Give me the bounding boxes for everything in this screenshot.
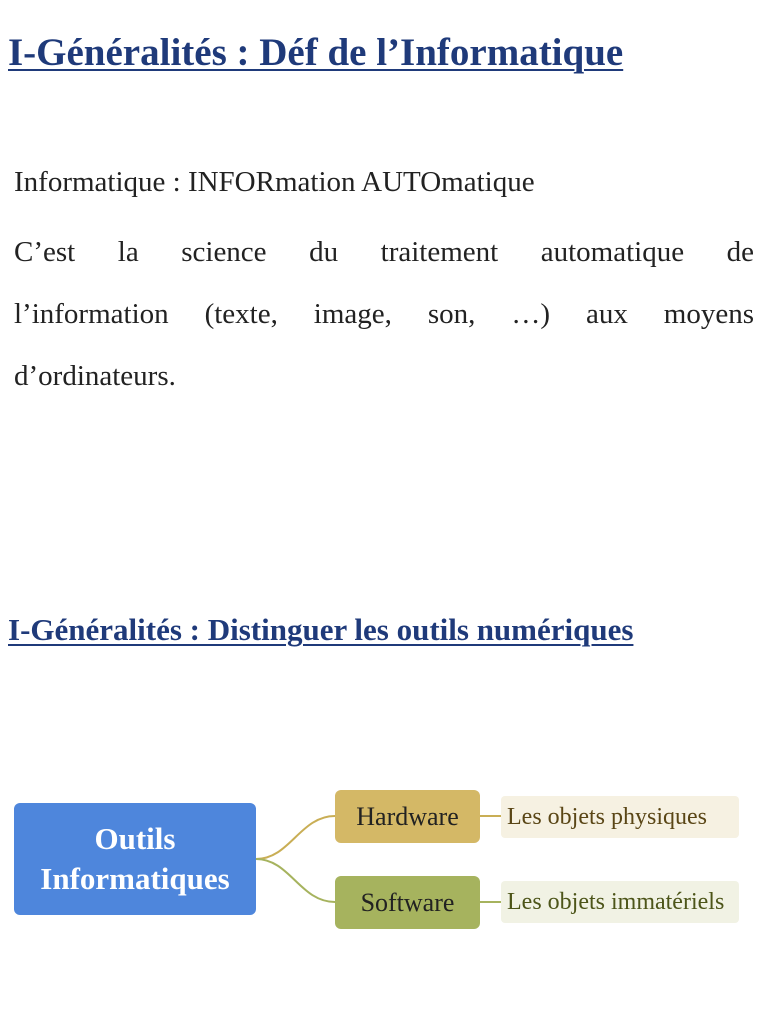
section2-title: I-Généralités : Distinguer les outils numériques [8,612,634,647]
paragraph-line-3: d’ordinateurs. [14,360,176,392]
definition-line: Informatique : INFORmation AUTOmatique [14,166,535,198]
paragraph-line-1: C’est la science du traitement automatique de [14,236,754,268]
connector-root-hardware [256,816,335,859]
software-leaf: Les objets immatériels [501,881,739,923]
connector-root-software [256,859,335,902]
root-node-line-2: Informatiques [40,861,230,896]
hardware-node: Hardware [335,790,480,843]
root-node-line-1: Outils [94,821,176,856]
software-node: Software [335,876,480,929]
root-node [14,803,256,915]
paragraph-line-2: l’information (texte, image, son, …) aux moyens [14,298,754,330]
section1-title: I-Généralités : Déf de l’Informatique [8,31,624,74]
hardware-leaf: Les objets physiques [501,796,739,838]
